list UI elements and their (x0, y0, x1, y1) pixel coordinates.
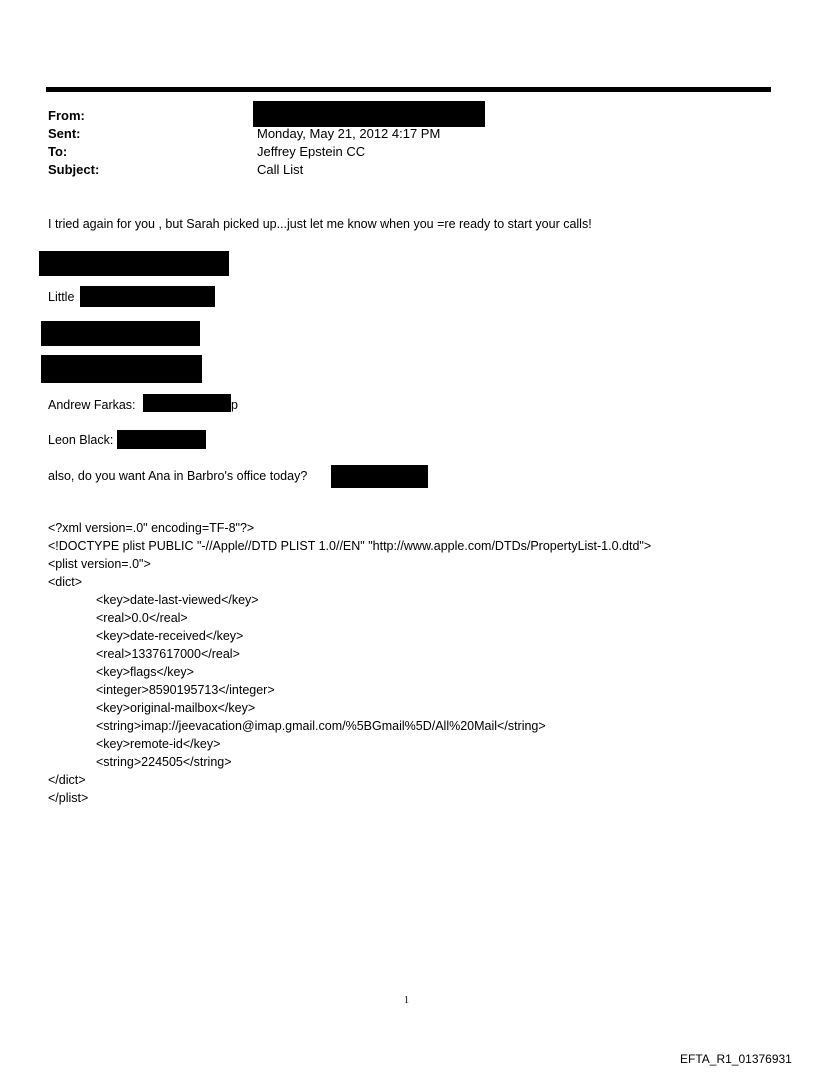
subject-label: Subject: (48, 162, 100, 177)
plist-line: <!DOCTYPE plist PUBLIC "-//Apple//DTD PLIST 1.0//EN" "http://www.apple.com/DTDs/PropertyList-1.0.dtd"> (48, 539, 652, 553)
little-redaction (80, 286, 215, 307)
plist-block (48, 519, 651, 807)
black-redaction (117, 430, 206, 449)
plist-line: <key>original-mailbox</key> (96, 701, 256, 715)
to-label: To: (48, 144, 68, 159)
to-value: Jeffrey Epstein CC (257, 144, 366, 159)
farkas-label: Andrew Farkas: (48, 398, 136, 412)
plist-line: <integer>8590195713</integer> (96, 683, 275, 697)
little-label: Little (48, 290, 75, 304)
subject-value: Call List (257, 162, 304, 177)
plist-line: <key>date-last-viewed</key> (96, 593, 259, 607)
ana-redaction (331, 465, 428, 488)
plist-line: <dict> (48, 575, 83, 589)
page-number: 1 (404, 995, 409, 1006)
plist-line: <key>flags</key> (96, 665, 194, 679)
plist-line: <key>date-received</key> (96, 629, 244, 643)
sent-value: Monday, May 21, 2012 4:17 PM (257, 126, 441, 141)
header-rule (46, 87, 771, 92)
farkas-redaction (143, 394, 231, 412)
plist-line: </plist> (48, 791, 89, 805)
plist-line: <?xml version=.0" encoding=TF-8"?> (48, 521, 255, 535)
plist-line: <plist version=.0"> (48, 557, 151, 571)
farkas-trailing-char: p (231, 398, 238, 412)
plist-line: <key>remote-id</key> (96, 737, 221, 751)
bates-number: EFTA_R1_01376931 (680, 1052, 792, 1066)
from-redaction (253, 101, 485, 127)
black-label: Leon Black: (48, 433, 114, 447)
plist-line: <real>1337617000</real> (96, 647, 240, 661)
redaction-block (41, 355, 202, 383)
plist-line: </dict> (48, 773, 86, 787)
plist-line: <string>224505</string> (96, 755, 232, 769)
redaction-block (39, 251, 229, 276)
sent-label: Sent: (48, 126, 81, 141)
plist-line: <real>0.0</real> (96, 611, 188, 625)
plist-line: <string>imap://jeevacation@imap.gmail.com/%5BGmail%5D/All%20Mail</string> (96, 719, 546, 733)
body-intro: I tried again for you , but Sarah picked up...just let me know when you =re ready to start your calls! (48, 217, 592, 231)
redaction-block (41, 321, 200, 346)
ana-question: also, do you want Ana in Barbro's office today? (48, 469, 308, 483)
from-label: From: (48, 108, 85, 123)
